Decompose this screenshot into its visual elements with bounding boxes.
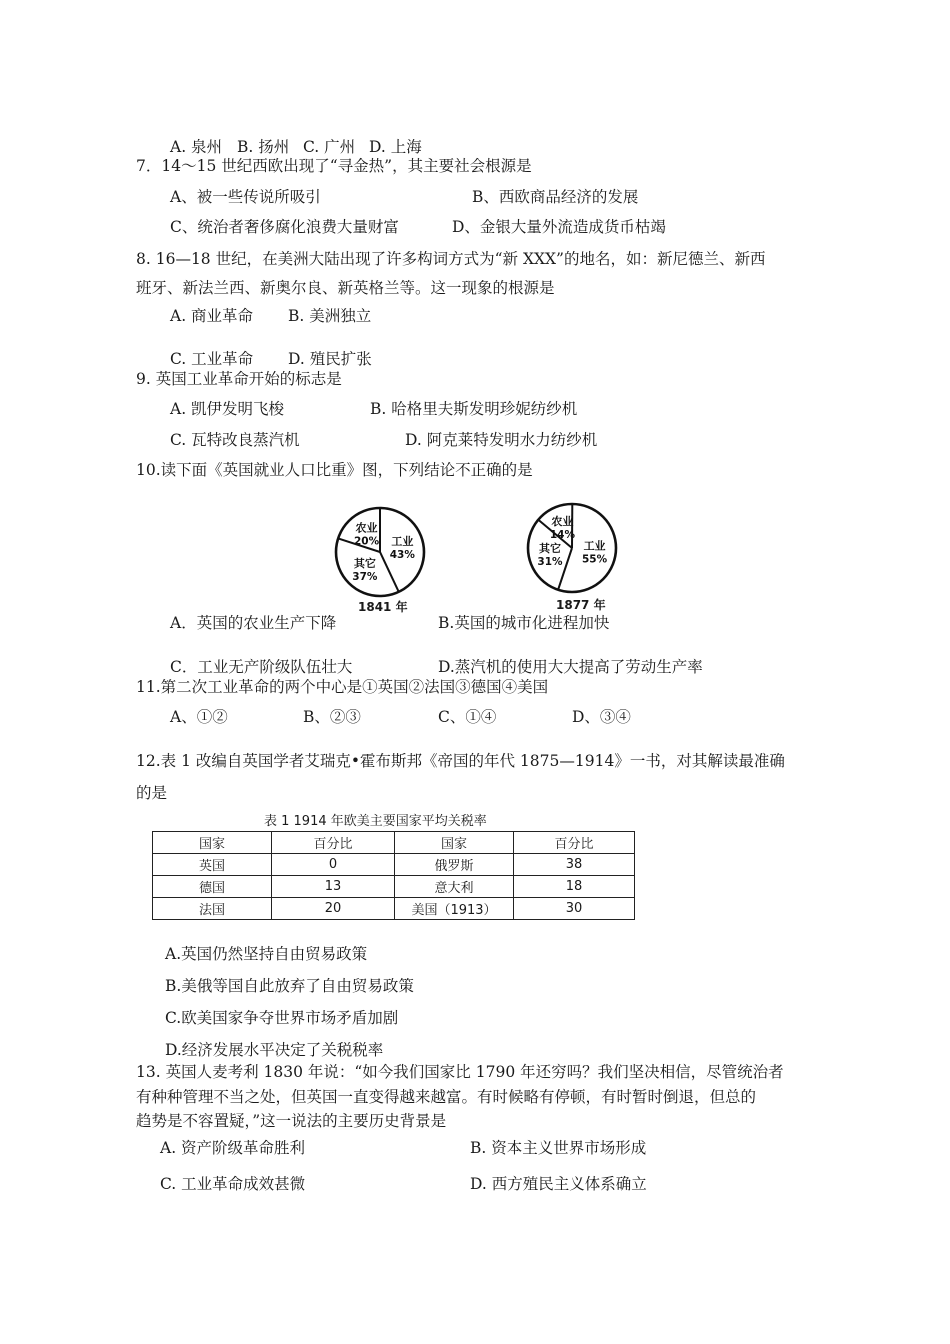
table-row	[153, 854, 635, 876]
table-header: 国家	[395, 832, 514, 854]
pie-chart-1841	[333, 505, 427, 599]
table-cell: 俄罗斯	[395, 854, 514, 876]
q10-option-d: D.蒸汽机的使用大大提高了劳动生产率	[438, 658, 703, 676]
pie-slice-label: 工业	[583, 539, 606, 553]
q10-option-b: B.英国的城市化进程加快	[438, 614, 610, 632]
table-cell: 英国	[153, 854, 272, 876]
pie-slice-label: 其它	[538, 542, 561, 556]
table-cell: 美国（1913）	[395, 898, 514, 920]
table-header: 百分比	[272, 832, 395, 854]
q9-option-c: C. 瓦特改良蒸汽机	[170, 431, 300, 449]
q12-option-c: C.欧美国家争夺世界市场矛盾加剧	[165, 1009, 399, 1027]
pie-slice-label: 农业	[551, 515, 574, 529]
q11-option-c: C、①④	[438, 708, 497, 726]
q6-option-b: B. 扬州	[237, 138, 290, 156]
q12-option-a: A.英国仍然坚持自由贸易政策	[165, 945, 368, 963]
pie-slice-value: 43%	[389, 549, 415, 562]
q9-stem: 9. 英国工业革命开始的标志是	[136, 370, 342, 388]
pie-1841-year: 1841 年	[358, 600, 408, 614]
q13-option-d: D. 西方殖民主义体系确立	[470, 1175, 647, 1193]
table-row	[153, 898, 635, 920]
q13-option-b: B. 资本主义世界市场形成	[470, 1139, 647, 1157]
q7-option-a: A、被一些传说所吸引	[170, 188, 321, 206]
q12-option-b: B.美俄等国自此放弃了自由贸易政策	[165, 977, 414, 995]
q7-option-c: C、统治者奢侈腐化浪费大量财富	[170, 218, 399, 236]
pie-slice-value: 37%	[352, 571, 378, 584]
q13-stem-line1: 13. 英国人麦考利 1830 年说：“如今我们国家比 1790 年还穷吗？我们坚决相信，尽管统治者	[136, 1063, 784, 1081]
q10-stem: 10.读下面《英国就业人口比重》图，下列结论不正确的是	[136, 461, 533, 479]
q13-stem-line3: 趋势是不容置疑，”这一说法的主要历史背景是	[136, 1112, 447, 1130]
table-cell: 德国	[153, 876, 272, 898]
q13-option-a: A. 资产阶级革命胜利	[160, 1139, 306, 1157]
table-row	[153, 876, 635, 898]
q10-option-c: C．工业无产阶级队伍壮大	[170, 658, 353, 676]
q7-option-d: D、金银大量外流造成货币枯竭	[452, 218, 666, 236]
q12-option-d: D.经济发展水平决定了关税税率	[165, 1041, 384, 1059]
q8-option-d: D. 殖民扩张	[288, 350, 372, 368]
tariff-table-title: 表 1 1914 年欧美主要国家平均关税率	[264, 814, 487, 829]
q12-stem-line1: 12.表 1 改编自英国学者艾瑞克•霍布斯邦《帝国的年代 1875—1914》一书，对其解读最准确	[136, 752, 785, 770]
pie-chart-1877	[525, 501, 619, 595]
q11-option-d: D、③④	[572, 708, 631, 726]
table-cell: 30	[514, 898, 635, 920]
q7-stem: 7．14～15 世纪西欧出现了“寻金热”，其主要社会根源是	[136, 157, 532, 175]
pie-1877-year: 1877 年	[556, 598, 606, 612]
pie-slice-value: 55%	[582, 553, 608, 566]
pie-slice-label: 农业	[355, 521, 378, 535]
q9-option-a: A. 凯伊发明飞梭	[170, 400, 285, 418]
q13-stem-line2: 有种种管理不当之处，但英国一直变得越来越富。有时候略有停顿，有时暂时倒退，但总的	[136, 1088, 757, 1106]
q11-stem: 11.第二次工业革命的两个中心是①英国②法国③德国④美国	[136, 678, 549, 696]
q6-option-c: C. 广州	[303, 138, 356, 156]
q7-option-b: B、西欧商品经济的发展	[472, 188, 639, 206]
q9-option-d: D. 阿克莱特发明水力纺纱机	[405, 431, 598, 449]
q8-stem-line1: 8. 16—18 世纪，在美洲大陆出现了许多构词方式为“新 XXX”的地名，如：新尼德兰、新西	[136, 250, 766, 268]
pie-slice-value: 14%	[549, 529, 575, 542]
q13-option-c: C. 工业革命成效甚微	[160, 1175, 306, 1193]
pie-slice-value: 31%	[537, 556, 563, 569]
table-cell: 意大利	[395, 876, 514, 898]
table-cell: 18	[514, 876, 635, 898]
q11-option-a: A、①②	[170, 708, 228, 726]
q8-option-c: C. 工业革命	[170, 350, 254, 368]
table-cell: 38	[514, 854, 635, 876]
table-cell: 13	[272, 876, 395, 898]
q8-option-b: B. 美洲独立	[288, 307, 372, 325]
pie-slice-label: 其它	[353, 557, 376, 571]
q11-option-b: B、②③	[303, 708, 361, 726]
pie-slice-label: 工业	[391, 535, 414, 549]
q8-option-a: A. 商业革命	[170, 307, 254, 325]
pie-slice-value: 20%	[353, 535, 380, 548]
q12-stem-line2: 的是	[136, 784, 168, 802]
table-cell: 0	[272, 854, 395, 876]
tariff-table	[152, 831, 635, 920]
q6-option-a: A. 泉州	[170, 138, 223, 156]
table-header-row	[153, 832, 635, 854]
q6-option-d: D. 上海	[369, 138, 422, 156]
table-cell: 20	[272, 898, 395, 920]
table-header: 国家	[153, 832, 272, 854]
table-header: 百分比	[514, 832, 635, 854]
q8-stem-line2: 班牙、新法兰西、新奥尔良、新英格兰等。这一现象的根源是	[136, 279, 555, 297]
q9-option-b: B. 哈格里夫斯发明珍妮纺纱机	[370, 400, 578, 418]
table-cell: 法国	[153, 898, 272, 920]
q10-option-a: A．英国的农业生产下降	[170, 614, 337, 632]
